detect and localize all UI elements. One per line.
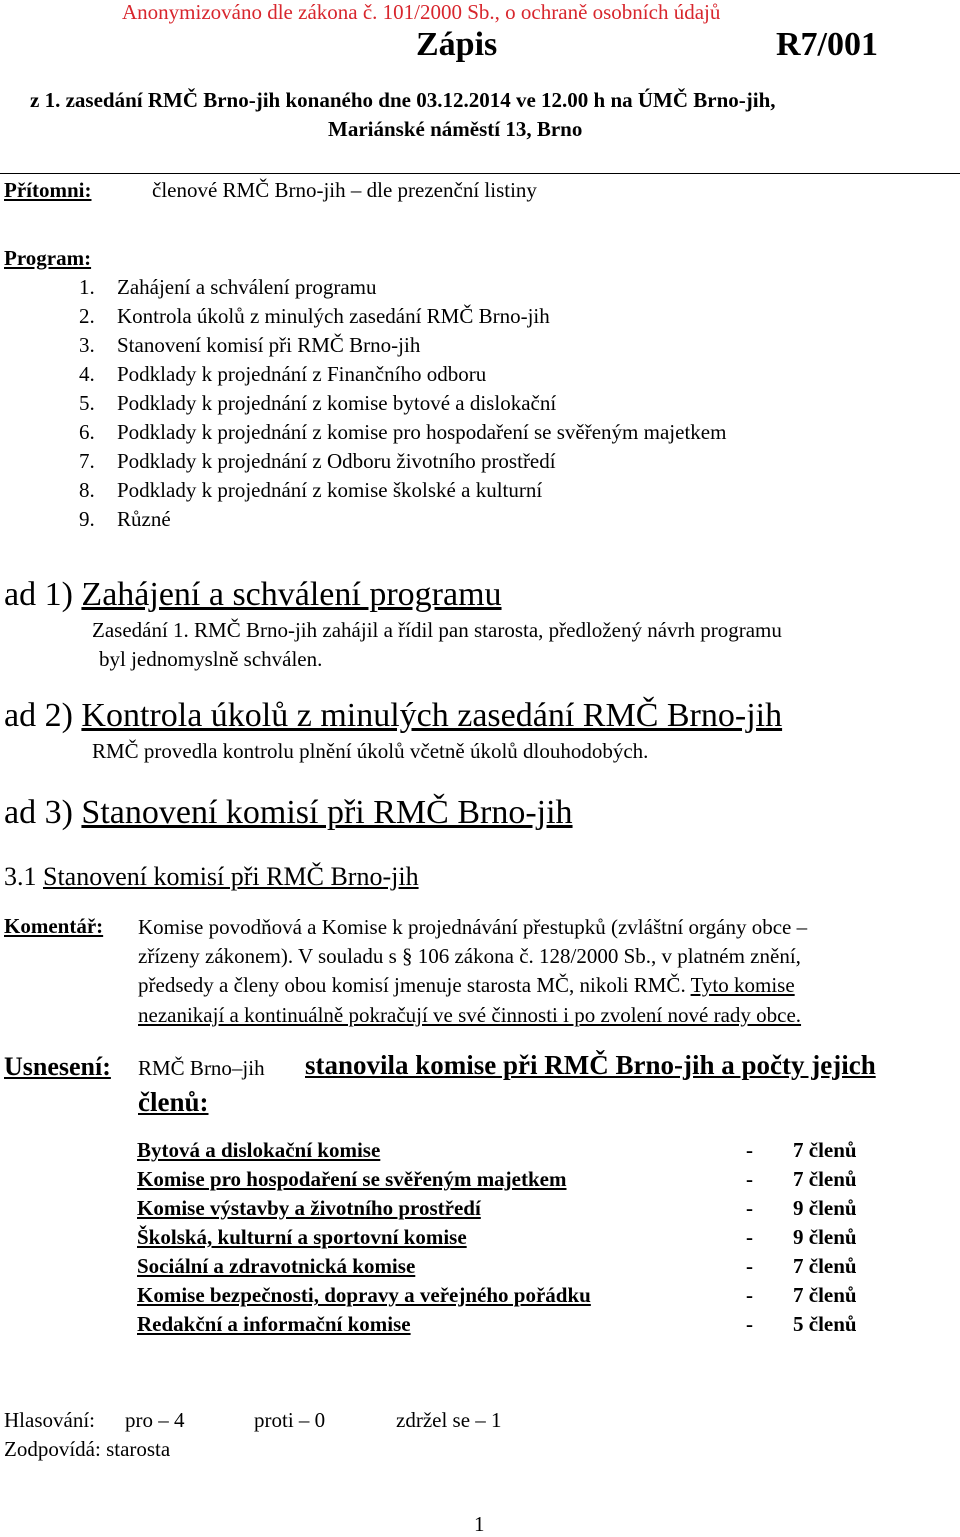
- committee-dash: -: [746, 1254, 753, 1278]
- attendance-value: členové RMČ Brno-jih – dle prezenční listiny: [152, 178, 537, 202]
- committee-dash: -: [746, 1225, 753, 1249]
- document-title: Zápis: [416, 26, 498, 63]
- committee-dash: -: [746, 1167, 753, 1191]
- committee-name: Sociální a zdravotnická komise: [137, 1254, 416, 1278]
- meeting-info-line2: Mariánské náměstí 13, Brno: [328, 117, 583, 141]
- section-2-text: RMČ provedla kontrolu plnění úkolů včetně úkolů dlouhodobých.: [92, 739, 649, 763]
- program-item: 2. Kontrola úkolů z minulých zasedání RMČ Brno-jih: [79, 304, 550, 328]
- committee-count: 7 členů: [793, 1138, 857, 1162]
- program-item: 6. Podklady k projednání z komise pro hospodaření se svěřeným majetkem: [79, 420, 727, 444]
- committee-dash: -: [746, 1283, 753, 1307]
- anonymization-note: Anonymizováno dle zákona č. 101/2000 Sb., o ochraně osobních údajů: [122, 0, 721, 24]
- committee-dash: -: [746, 1196, 753, 1220]
- resolution-text: stanovila komise při RMČ Brno-jih a počty jejich: [305, 1050, 876, 1080]
- committee-count: 9 členů: [793, 1225, 857, 1249]
- resolution-label: Usnesení:: [4, 1052, 111, 1081]
- committee-count: 7 členů: [793, 1283, 857, 1307]
- attendance-label: Přítomni:: [4, 178, 92, 202]
- comment-line2: zřízeny zákonem). V souladu s § 106 zákona č. 128/2000 Sb., v platném znění,: [138, 944, 801, 968]
- section-3-heading: ad 3) Stanovení komisí při RMČ Brno-jih: [4, 794, 573, 831]
- section-1-heading: ad 1) Zahájení a schválení programu: [4, 576, 502, 613]
- program-item: 4. Podklady k projednání z Finančního odboru: [79, 362, 487, 386]
- comment-line3: předsedy a členy obou komisí jmenuje starosta MČ, nikoli RMČ. Tyto komise: [138, 973, 795, 997]
- committee-count: 5 členů: [793, 1312, 857, 1336]
- program-item: 3. Stanovení komisí při RMČ Brno-jih: [79, 333, 421, 357]
- section-2-heading: ad 2) Kontrola úkolů z minulých zasedání RMČ Brno-jih: [4, 697, 783, 734]
- voting-label: Hlasování:: [4, 1408, 95, 1432]
- committee-name: Redakční a informační komise: [137, 1312, 411, 1336]
- comment-line4: nezanikají a kontinuálně pokračují ve své činnosti i po zvolení nové rady obce.: [138, 1003, 802, 1027]
- program-item: 1. Zahájení a schválení programu: [79, 275, 377, 299]
- resolution-subject: RMČ Brno–jih: [138, 1056, 265, 1080]
- divider: [0, 173, 960, 174]
- section-1-text-line2: byl jednomyslně schválen.: [99, 647, 323, 671]
- program-item: 8. Podklady k projednání z komise školské a kulturní: [79, 478, 543, 502]
- program-item: 7. Podklady k projednání z Odboru životního prostředí: [79, 449, 556, 473]
- committee-name: Komise bezpečnosti, dopravy a veřejného pořádku: [137, 1283, 591, 1307]
- section-1-text-line1: Zasedání 1. RMČ Brno-jih zahájil a řídil pan starosta, předložený návrh programu: [92, 618, 782, 642]
- program-item: 5. Podklady k projednání z komise bytové a dislokační: [79, 391, 557, 415]
- voting-abstain: zdržel se – 1: [396, 1408, 502, 1432]
- meeting-info-line1: z 1. zasedání RMČ Brno-jih konaného dne 03.12.2014 ve 12.00 h na ÚMČ Brno-jih,: [30, 88, 776, 112]
- voting-for: pro – 4: [125, 1408, 185, 1432]
- program-label: Program:: [4, 246, 92, 270]
- committee-name: Komise pro hospodaření se svěřeným majetkem: [137, 1167, 567, 1191]
- committee-dash: -: [746, 1138, 753, 1162]
- subsection-3-1-heading: 3.1 Stanovení komisí při RMČ Brno-jih: [4, 862, 419, 891]
- document-code: R7/001: [776, 26, 878, 63]
- committee-name: Školská, kulturní a sportovní komise: [137, 1225, 467, 1249]
- committee-dash: -: [746, 1312, 753, 1336]
- resolution-text-cont: členů:: [138, 1087, 209, 1117]
- comment-label: Komentář:: [4, 914, 104, 938]
- committee-count: 9 členů: [793, 1196, 857, 1220]
- committee-count: 7 členů: [793, 1254, 857, 1278]
- committee-count: 7 členů: [793, 1167, 857, 1191]
- committee-name: Bytová a dislokační komise: [137, 1138, 381, 1162]
- committee-name: Komise výstavby a životního prostředí: [137, 1196, 481, 1220]
- program-item: 9. Různé: [79, 507, 171, 531]
- page-number: 1: [474, 1512, 485, 1536]
- responsible-person: Zodpovídá: starosta: [4, 1437, 171, 1461]
- voting-against: proti – 0: [254, 1408, 326, 1432]
- comment-line1: Komise povodňová a Komise k projednávání přestupků (zvláštní orgány obce –: [138, 915, 808, 939]
